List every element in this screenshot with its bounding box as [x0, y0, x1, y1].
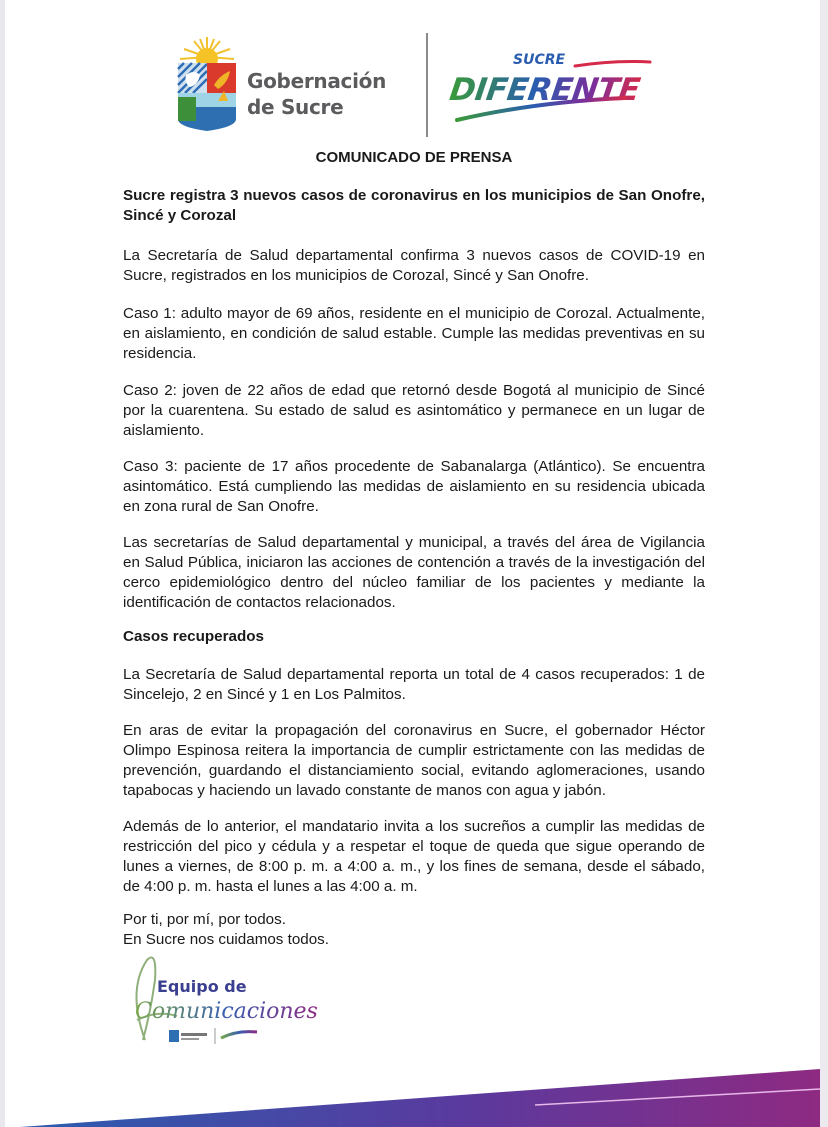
- communications-team-signature: [117, 950, 357, 1050]
- org-name: [247, 68, 386, 120]
- signature-line1: Equipo de: [157, 977, 247, 996]
- closing-line-2: En Sucre nos cuidamos todos.: [123, 931, 329, 948]
- paragraph-case-3: Caso 3: paciente de 17 años procedente de Sabanalarga (Atlántico). Se encuentra asintomático. Está cumpliendo las medidas de aislamiento en su residencia ubicada en zona rural de San Onofre.: [123, 458, 705, 515]
- paragraph-recovered: La Secretaría de Salud departamental reporta un total de 4 casos recuperados: 1 de Sincelejo, 2 en Sincé y 1 en Los Palmitos.: [123, 666, 705, 703]
- sucre-coat-of-arms-icon: [172, 35, 242, 135]
- footer-band: [5, 1037, 820, 1127]
- closing-line-1: Por ti, por mí, por todos.: [123, 911, 286, 928]
- org-name-line2: de Sucre: [247, 95, 344, 119]
- paragraph-curfew: Además de lo anterior, el mandatario invita a los sucreños a cumplir las medidas de restricción del pico y cédula y a respetar el toque de queda que sigue operando de lunes a viernes, de 8:00 p. m. a 4:00 a. m., y los fines de semana, desde el sábado, de 4:00 p. m. hasta el lunes a las 4:00 a. m.: [123, 818, 705, 895]
- letterhead: [5, 0, 820, 145]
- page-edge: [820, 0, 828, 1127]
- paragraph-containment: Las secretarías de Salud departamental y municipal, a través del área de Vigilancia en Salud Pública, iniciaron las acciones de contención a través de la investigación del cerco epidemiológico dentro del núcleo familiar de los pacientes y mediante la identificación de contactos relacionados.: [123, 534, 705, 611]
- document-title: COMUNICADO DE PRENSA: [315, 149, 513, 166]
- brand-large: DIFERENTE: [447, 72, 643, 108]
- paragraph-prevention: En aras de evitar la propagación del coronavirus en Sucre, el gobernador Héctor Olimpo Espinosa reitera la importancia de cumplir estrictamente con las medidas de prevención, guardando el distanciamiento social, evitando aglomeraciones, usando tapabocas y haciendo un lavado constante de manos con agua y jabón.: [123, 722, 705, 799]
- paragraph-case-2: Caso 2: joven de 22 años de edad que retornó desde Bogotá al municipio de Sincé por la cuarentena. Su estado de salud es asintomático y permanece en un lugar de aislamiento.: [123, 382, 705, 439]
- headline: Sucre registra 3 nuevos casos de coronavirus en los municipios de San Onofre, Sincé y Corozal: [123, 187, 705, 224]
- paragraph-case-1: Caso 1: adulto mayor de 69 años, residente en el municipio de Corozal. Actualmente, en aislamiento, en condición de salud estable. Cumple las medidas preventivas en su residencia.: [123, 305, 705, 362]
- subheading-recovered: Casos recuperados: [123, 628, 264, 645]
- paragraph-intro: La Secretaría de Salud departamental confirma 3 nuevos casos de COVID-19 en Sucre, registrados en los municipios de Corozal, Sincé y San Onofre.: [123, 247, 705, 284]
- signature-line2: Comunicaciones: [135, 999, 318, 1024]
- press-release-page: [5, 0, 820, 1127]
- brand-small: SUCRE: [513, 52, 566, 68]
- org-name-line1: Gobernación: [247, 69, 387, 93]
- header-divider: [426, 33, 428, 137]
- sucre-diferente-logo: [445, 40, 665, 130]
